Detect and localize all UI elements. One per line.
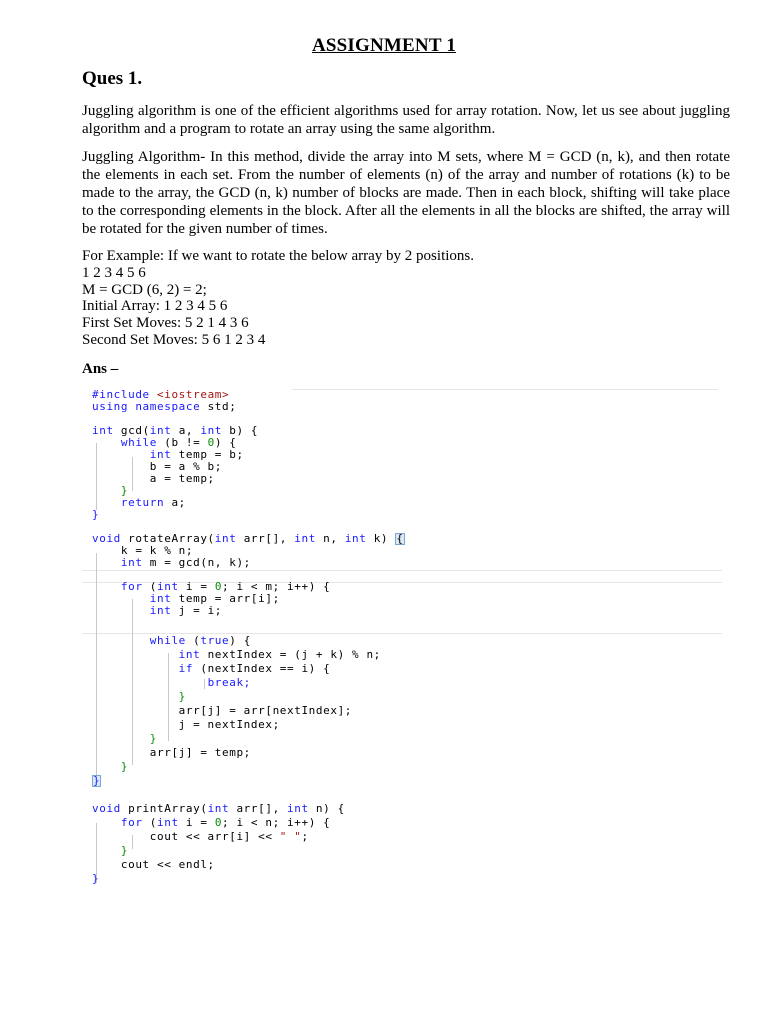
code-line: #include <iostream> — [92, 388, 230, 401]
code-line: return a; — [120, 496, 186, 509]
code-line: } — [120, 484, 129, 497]
code-line: using namespace std; — [92, 400, 237, 413]
code-line: } — [178, 690, 186, 703]
code-line: int temp = arr[i]; — [149, 592, 280, 605]
example-line: Second Set Moves: 5 6 1 2 3 4 — [82, 331, 266, 348]
code-line: if (nextIndex == i) { — [178, 662, 331, 675]
code-line: } — [120, 760, 129, 773]
code-line: while (true) { — [149, 634, 251, 647]
code-line: int gcd(int a, int b) { — [92, 424, 259, 437]
example-line: Initial Array: 1 2 3 4 5 6 — [82, 298, 228, 315]
example-line: First Set Moves: 5 2 1 4 3 6 — [82, 315, 249, 332]
code-line: int m = gcd(n, k); — [120, 556, 251, 569]
code-line: b = a % b; — [149, 460, 223, 473]
code-line: void rotateArray(int arr[], int n, int k) { — [92, 532, 404, 545]
code-line: } — [93, 774, 101, 787]
code-line: } — [149, 732, 158, 745]
intro-paragraph: Juggling algorithm is one of the efficient algorithms used for array rotation. Now, let us see about juggling algorithm and a program to rotate an array using the same algorithm. — [82, 103, 730, 137]
code-line: } — [92, 872, 100, 885]
code-line: } — [92, 508, 100, 521]
example-line: 1 2 3 4 5 6 — [82, 264, 146, 281]
description-paragraph: Juggling Algorithm- In this method, divide the array into M sets, where M = GCD (n, k), and then rotate the elements in each set. From the number of elements (n) of the array and number of rotations (k) to be made to the array, the GCD (n, k) number of blocks are made. Then in each block, shifting will take place to the corresponding elements in the block. After all the elements in all the blocks are shifted, the array will be rotated for the given number of times. — [82, 149, 730, 237]
code-screenshot — [82, 383, 722, 893]
code-line: cout << endl; — [120, 858, 215, 871]
code-line: void printArray(int arr[], int n) { — [92, 802, 345, 815]
example-line: M = GCD (6, 2) = 2; — [82, 281, 207, 298]
answer-label: Ans – — [82, 361, 119, 377]
assignment-title: ASSIGNMENT 1 — [311, 35, 457, 56]
code-line: a = temp; — [149, 472, 215, 485]
code-line: for (int i = 0; i < m; i++) { — [120, 580, 331, 593]
code-line: j = nextIndex; — [178, 718, 280, 731]
code-line: while (b != 0) { — [120, 436, 237, 449]
code-line: cout << arr[i] << " "; — [149, 830, 309, 843]
example-line: For Example: If we want to rotate the below array by 2 positions. — [82, 248, 474, 264]
code-line: break; — [207, 676, 251, 689]
code-line: int temp = b; — [149, 448, 244, 461]
code-line: int j = i; — [149, 604, 223, 617]
code-line: } — [120, 844, 129, 857]
code-line: for (int i = 0; i < n; i++) { — [120, 816, 331, 829]
question-heading: Ques 1. — [82, 68, 143, 89]
code-line: k = k % n; — [120, 544, 194, 557]
code-listing — [92, 389, 405, 885]
code-line: arr[j] = temp; — [149, 746, 251, 759]
code-line: arr[j] = arr[nextIndex]; — [178, 704, 353, 717]
code-line: int nextIndex = (j + k) % n; — [178, 648, 381, 661]
example-block — [82, 248, 474, 349]
